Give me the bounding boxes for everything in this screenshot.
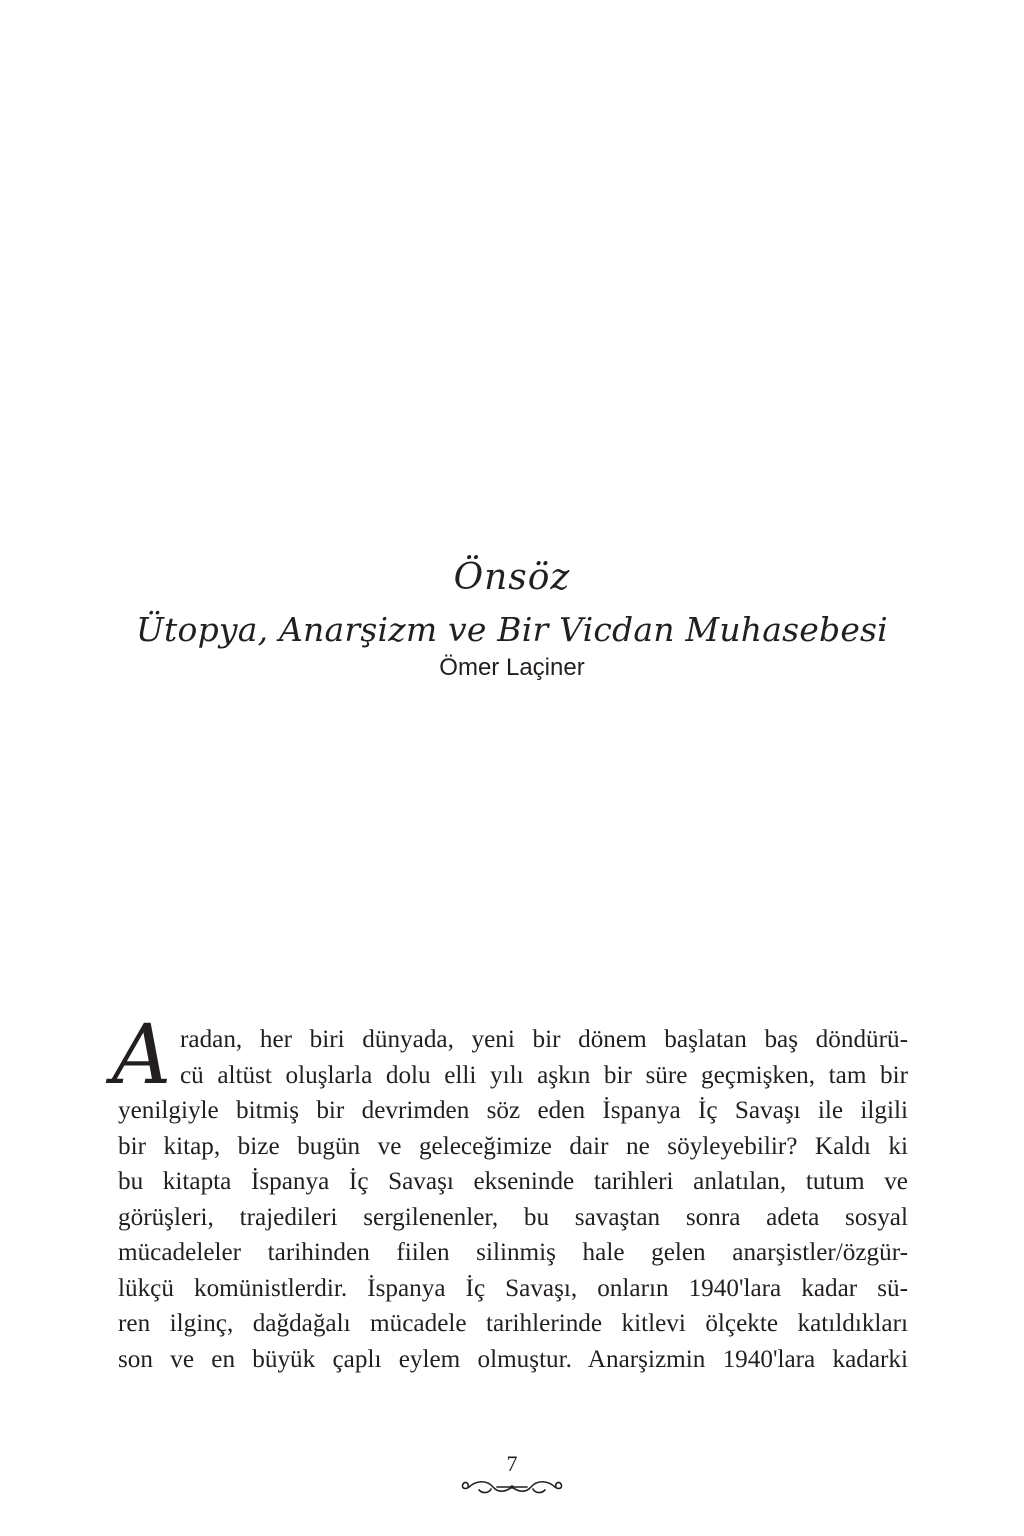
chapter-author: Ömer Laçiner [439,654,585,681]
paragraph-line: görüşleri, trajedileri sergilenenler, bu savaştan sonra adeta sosyal [118,1203,908,1231]
body-paragraph [118,1022,908,1377]
paragraph-line: lükçü komünistlerdir. İspanya İç Savaşı, onların 1940'lara kadar sü- [118,1274,908,1302]
paragraph-line: son ve en büyük çaplı eylem olmuştur. Anarşizmin 1940'lara kadarki [118,1345,908,1373]
page-footer [0,1452,1024,1498]
chapter-title: Önsöz [453,557,571,598]
page-number: 7 [506,1451,518,1476]
paragraph-line: cü altüst oluşlarla dolu elli yılı aşkın bir süre geçmişken, tam bir [180,1061,908,1089]
paragraph-line: mücadeleler tarihinden fiilen silinmiş hale gelen anarşistler/özgür- [118,1239,908,1266]
paragraph-line: yenilgiyle bitmiş bir devrimden söz eden İspanya İç Savaşı ile ilgili [118,1097,908,1124]
paragraph-line: bir kitap, bize bugün ve geleceğimize dair ne söyleyebilir? Kaldı ki [118,1132,908,1160]
paragraph-line: ren ilginç, dağdağalı mücadele tarihlerinde kitlevi ölçekte katıldıkları [118,1310,908,1337]
chapter-subtitle: Ütopya, Anarşizm ve Bir Vicdan Muhasebesi [136,610,888,649]
flourish-ornament-icon [457,1476,567,1498]
drop-cap-letter: A [112,1008,172,1103]
paragraph-line: bu kitapta İspanya İç Savaşı ekseninde tarihleri anlatılan, tutum ve [118,1168,908,1195]
paragraph-line: radan, her biri dünyada, yeni bir dönem başlatan baş döndürü- [180,1026,908,1053]
